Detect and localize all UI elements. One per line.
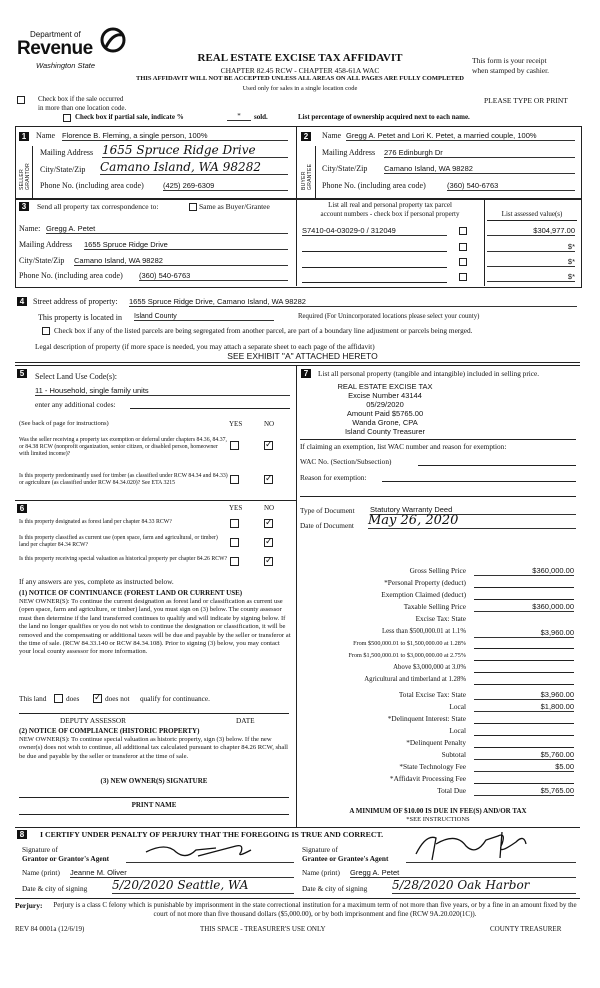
correspondence-label: Send all property tax correspondence to: xyxy=(37,202,159,211)
forest-q3-yes[interactable] xyxy=(230,557,239,566)
grantor-sig-label-2: Grantor or Grantor's Agent xyxy=(22,854,110,863)
corr-phone-label: Phone No. (including area code) xyxy=(19,271,123,280)
grantee-signature[interactable] xyxy=(406,830,576,863)
delinq-state-label: *Delinquent Interest: State xyxy=(387,714,466,723)
multi-location-label-1: Check box if the sale occurred xyxy=(38,95,124,103)
stamp-4: Amount Paid $5765.00 xyxy=(346,409,424,418)
parcel-3-personal-checkbox[interactable] xyxy=(459,258,467,266)
landuse-code[interactable]: 11 - Household, single family units xyxy=(35,386,290,396)
section-1-badge: 1 xyxy=(19,132,29,141)
seller-city[interactable]: Camano Island, WA 98282 xyxy=(100,160,288,175)
parcel-2-value[interactable]: $* xyxy=(487,242,575,252)
doc-date[interactable]: May 26, 2020 xyxy=(368,513,576,529)
forest-q3: Is this property receiving special valuation as historical property per chapter 84.26 RCW? xyxy=(19,556,228,562)
grantee-name[interactable]: Gregg A. Petet xyxy=(350,868,576,878)
located-label: This property is located in xyxy=(38,313,122,322)
please-type: PLEASE TYPE OR PRINT xyxy=(484,96,568,105)
doc-type-label: Type of Document xyxy=(300,506,355,515)
land-qualify-label: qualify for continuance. xyxy=(140,694,210,703)
list-percent-note: List percentage of ownership acquired next to each name. xyxy=(298,113,470,121)
stamp-5: Wanda Grone, CPA xyxy=(352,418,418,427)
section-2-badge: 2 xyxy=(301,132,311,141)
see-instructions: *SEE INSTRUCTIONS xyxy=(406,816,470,823)
landuse-no: NO xyxy=(264,420,275,428)
forest-q2: Is this property classified as current use (open space, farm and agricultural, or timber) land per chapter 84.34 RCW? xyxy=(19,535,218,548)
landuse-q1-no[interactable]: ✓ xyxy=(265,440,273,450)
perjury-label: Perjury: xyxy=(15,901,43,910)
landuse-additional: enter any additional codes: xyxy=(35,400,116,409)
parcels-header-1: List all real and personal property tax parcel xyxy=(328,201,452,209)
parcel-2-personal-checkbox[interactable] xyxy=(459,243,467,251)
forest-any-yes: If any answers are yes, complete as instructed below. xyxy=(19,577,174,586)
seller-mail[interactable]: 1655 Spruce Ridge Drive xyxy=(102,143,288,158)
receipt-note-2: when stamped by cashier. xyxy=(472,66,550,75)
landuse-label: Select Land Use Code(s): xyxy=(35,372,117,381)
landuse-see-back: (See back of page for instructions) xyxy=(19,420,109,427)
parcel-3-value[interactable]: $* xyxy=(487,257,575,267)
wac-field[interactable] xyxy=(418,465,576,466)
total-due-value[interactable]: $5,765.00 xyxy=(474,786,574,796)
grantee-date[interactable]: 5/28/2020 Oak Harbor xyxy=(392,878,576,894)
form-chapter: CHAPTER 82.45 RCW - CHAPTER 458-61A WAC xyxy=(220,66,380,75)
delinq-penalty-label: *Delinquent Penalty xyxy=(406,738,466,747)
subtotal-value[interactable]: $5,760.00 xyxy=(474,750,574,760)
grantor-signature[interactable] xyxy=(126,840,294,863)
form-warning: THIS AFFIDAVIT WILL NOT BE ACCEPTED UNLESS ALL AREAS ON ALL PAGES ARE FULLY COMPLETED xyxy=(136,75,464,82)
dept-label: Department of xyxy=(30,30,81,39)
segregated-checkbox[interactable] xyxy=(42,327,50,335)
seller-side-label: SELLER GRANTOR xyxy=(19,162,31,190)
landuse-q2-no[interactable]: ✓ xyxy=(265,474,273,484)
total-state-label: Total Excise Tax: State xyxy=(398,690,466,699)
same-as-buyer-label: Same as Buyer/Grantee xyxy=(199,202,270,211)
landuse-q2-yes[interactable] xyxy=(230,475,239,484)
doc-type[interactable]: Statutory Warranty Deed xyxy=(370,505,576,515)
grantor-sig-label-1: Signature of xyxy=(22,845,58,854)
forest-q3-no[interactable]: ✓ xyxy=(265,556,273,566)
buyer-phone[interactable]: (360) 540-6763 xyxy=(447,181,575,191)
partial-sale-value[interactable]: * xyxy=(227,112,251,121)
grantee-sig-label-1: Signature of xyxy=(302,845,338,854)
wac-label: WAC No. (Section/Subsection) xyxy=(300,457,392,466)
section-8-badge: 8 xyxy=(17,830,27,839)
seller-mail-label: Mailing Address xyxy=(40,148,94,157)
forest-no: NO xyxy=(264,504,275,512)
grantor-name[interactable]: Jeanne M. Oliver xyxy=(70,868,294,878)
parcels-header-2: account numbers - check box if personal property xyxy=(320,210,460,218)
exemption-reason-field[interactable] xyxy=(382,481,576,482)
stamp-6: Island County Treasurer xyxy=(344,427,426,436)
seller-name-label: Name xyxy=(36,131,56,140)
taxable-value[interactable]: $360,000.00 xyxy=(474,602,574,612)
land-does-label: does xyxy=(66,694,80,703)
tier1-label: Less than $500,000.01 at 1.1% xyxy=(381,628,466,635)
section-4-badge: 4 xyxy=(17,297,27,306)
local-value[interactable]: $1,800.00 xyxy=(474,702,574,712)
corr-city-label: City/State/Zip xyxy=(19,256,65,265)
state-label: Washington State xyxy=(36,61,96,70)
parcel-4-personal-checkbox[interactable] xyxy=(459,273,467,281)
street-address[interactable]: 1655 Spruce Ridge Drive, Camano Island, WA 98282 xyxy=(129,297,577,307)
segregated-label: Check box if any of the listed parcels are being segregated from another parcel, are part of a boundary line adjustment or parcels being merged. xyxy=(54,326,473,335)
forest-q2-no[interactable]: ✓ xyxy=(265,537,273,547)
notice2-title: (2) NOTICE OF COMPLIANCE (HISTORIC PROPERTY) xyxy=(19,727,200,735)
forest-q1: Is this property designated as forest land per chapter 84.33 RCW? xyxy=(19,519,172,525)
print-name-label: PRINT NAME xyxy=(131,801,177,809)
seller-phone[interactable]: (425) 269-6309 xyxy=(163,181,288,191)
exemption-deduct-label: Exemption Claimed (deduct) xyxy=(381,590,466,599)
total-state-value[interactable]: $3,960.00 xyxy=(474,690,574,700)
personal-deduct-label: *Personal Property (deduct) xyxy=(384,578,466,587)
exemption-reason-label: Reason for exemption: xyxy=(300,473,367,482)
personal-property-label: List all personal property (tangible and intangible) included in selling price. xyxy=(318,369,540,378)
certify-title: I CERTIFY UNDER PENALTY OF PERJURY THAT THE FOREGOING IS TRUE AND CORRECT. xyxy=(40,830,384,839)
corr-name[interactable]: Gregg A. Petet xyxy=(46,224,288,234)
tech-fee-value[interactable]: $5.00 xyxy=(474,762,574,772)
grantor-date[interactable]: 5/20/2020 Seattle, WA xyxy=(112,878,294,894)
grantor-name-label: Name (print) xyxy=(22,868,60,877)
doc-date-label: Date of Document xyxy=(300,521,354,530)
section-5-badge: 5 xyxy=(17,369,27,378)
land-does-checkbox[interactable] xyxy=(54,694,63,703)
parcel-1[interactable]: S7410-04-03029-0 / 312049 xyxy=(302,226,447,236)
corr-mail-label: Mailing Address xyxy=(19,240,73,249)
forest-q1-no[interactable]: ✓ xyxy=(265,518,273,528)
subtotal-label: Subtotal xyxy=(441,750,466,759)
local-label: Local xyxy=(449,702,466,711)
located-county[interactable]: Island County xyxy=(134,313,274,321)
land-does-not-label: does not xyxy=(105,694,130,703)
corr-mail[interactable]: 1655 Spruce Ridge Drive xyxy=(84,240,288,250)
receipt-note-1: This form is your receipt xyxy=(472,56,547,65)
grantee-name-label: Name (print) xyxy=(302,868,340,877)
parcel-1-value[interactable]: $304,977.00 xyxy=(487,226,575,236)
buyer-name-label: Name xyxy=(322,131,342,140)
forest-q1-yes[interactable] xyxy=(230,519,239,528)
partial-sold-label: sold. xyxy=(254,113,268,121)
located-required: Required (For Unincorporated locations please select your county) xyxy=(298,313,480,320)
same-as-buyer-checkbox[interactable] xyxy=(189,203,197,211)
form-title: REAL ESTATE EXCISE TAX AFFIDAVIT xyxy=(197,52,403,64)
deputy-date-label: DATE xyxy=(236,716,255,725)
parcels-value-header: List assessed value(s) xyxy=(501,210,563,218)
section-6-badge: 6 xyxy=(17,504,27,513)
corr-name-label: Name: xyxy=(19,224,41,233)
ag-label: Agricultural and timberland at 1.28% xyxy=(364,676,466,683)
notice1-text: NEW OWNER(S): To continue the current designation as forest land or classification as current use (open space, farm and agriculture, or timber) land, you must sign on (3) below. The county assessor must then determine if the land transferred continues to qualify and will indicate by signing below. If the land no longer qualifies or you do not wish to continue the designation or classification, it will be removed and the compensating or additional taxes will be due and payable by the seller or transferor at the time of sale. (RCW 84.33.140 or RCW 84.34.108). Prior to signing (3) below, you may contact your local county assessor for more information. xyxy=(19,598,291,656)
exemption-label: If claiming an exemption, list WAC number and reason for exemption: xyxy=(300,442,507,451)
buyer-mail[interactable]: 276 Edinburgh Dr xyxy=(384,148,575,158)
tier3-label: From $1,500,000.01 to $3,000,000.00 at 2.75% xyxy=(348,652,466,659)
notice2-text: NEW OWNER(S): To continue special valuation as historic property, sign (3) below. If the new owner(s) does not wish to continue, all additional tax calculated pursuant to chapter 84.26 RCW, shall be due and payable by the seller or transferor at the time of sale. xyxy=(19,736,288,760)
landuse-q1: Was the seller receiving a property tax exemption or deferral under chapters 84.36, 84.37, or 84.38 RCW (nonprofit organization, senior citizen, or disabled person, homeowner with limited income)? xyxy=(19,437,227,457)
tier1-value[interactable]: $3,960.00 xyxy=(474,628,574,638)
deputy-assessor-label: DEPUTY ASSESSOR xyxy=(60,716,127,725)
stamp-3: 05/29/2020 xyxy=(366,400,404,409)
legal-label: Legal description of property (if more space is needed, you may attach a separate sheet to each page of the affidavit) xyxy=(35,342,375,351)
multi-location-checkbox[interactable] xyxy=(17,96,25,104)
partial-sale-checkbox[interactable] xyxy=(63,114,71,122)
forest-q2-yes[interactable] xyxy=(230,538,239,547)
buyer-side-label: BUYER GRANTEE xyxy=(301,163,313,190)
multi-location-label-2: in more than one location code. xyxy=(38,104,127,112)
this-land-label: This land xyxy=(19,694,47,703)
tier4-label: Above $3,000,000 at 3.0% xyxy=(393,664,466,671)
stamp-1: REAL ESTATE EXCISE TAX xyxy=(337,382,433,391)
seller-name[interactable]: Florence B. Fleming, a single person, 100% xyxy=(62,131,288,141)
gross-value[interactable]: $360,000.00 xyxy=(474,566,574,576)
buyer-city[interactable]: Camano Island, WA 98282 xyxy=(384,164,575,174)
treasurer-space: THIS SPACE - TREASURER'S USE ONLY xyxy=(200,925,326,933)
county-treasurer: COUNTY TREASURER xyxy=(490,925,562,933)
tier2-label: From $500,000.01 to $1,500,000.00 at 1.28% xyxy=(353,640,466,647)
taxable-label: Taxable Selling Price xyxy=(403,602,466,611)
revenue-logo-text: Revenue xyxy=(17,38,93,59)
forest-yes: YES xyxy=(229,504,243,512)
form-used-only: Used only for sales in a single location code xyxy=(242,85,358,92)
notice1-title: (1) NOTICE OF CONTINUANCE (FOREST LAND OR CURRENT USE) xyxy=(19,589,243,597)
corr-city[interactable]: Camano Island, WA 98282 xyxy=(74,256,288,266)
grantee-date-label: Date & city of signing xyxy=(302,884,368,893)
landuse-q2: Is this property predominantly used for timber (as classified under RCW 84.34 and 84.33) or agriculture (as classified under RCW 84.34.020)? See ETA 3215 xyxy=(19,473,228,486)
land-does-not-checkbox[interactable]: ✓ xyxy=(94,693,102,703)
perjury-text: Perjury is a class C felony which is punishable by imprisonment in the state correctional institution for a maximum term of not more than five years, or by a fine in an amount fixed by the court of not more than five thousand dollars ($5,000.00), or by both imprisonment and fine (RCW 9A.20.020(1C)). xyxy=(53,901,577,918)
landuse-q1-yes[interactable] xyxy=(230,441,239,450)
buyer-mail-label: Mailing Address xyxy=(322,148,376,157)
buyer-city-label: City/State/Zip xyxy=(322,164,368,173)
parcel-4-value[interactable]: $* xyxy=(487,272,575,282)
landuse-yes: YES xyxy=(229,420,243,428)
revenue-logo-icon xyxy=(100,27,126,53)
seller-phone-label: Phone No. (including area code) xyxy=(40,181,144,190)
grantee-sig-label-2: Grantee or Grantee's Agent xyxy=(302,854,389,863)
street-label: Street address of property: xyxy=(33,297,118,306)
excise-state-label: Excise Tax: State xyxy=(415,614,466,623)
section-7-badge: 7 xyxy=(301,369,311,378)
tech-fee-label: *State Technology Fee xyxy=(399,762,466,771)
partial-sale-label: Check box if partial sale, indicate % xyxy=(75,113,184,121)
gross-label: Gross Selling Price xyxy=(409,566,466,575)
minimum-note: A MINIMUM OF $10.00 IS DUE IN FEE(S) AND/OR TAX xyxy=(349,807,527,815)
grantor-date-label: Date & city of signing xyxy=(22,884,88,893)
seller-city-label: City/State/Zip xyxy=(40,165,86,174)
rev-number: REV 84 0001a (12/6/19) xyxy=(15,925,85,933)
buyer-phone-label: Phone No. (including area code) xyxy=(322,181,426,190)
stamp-2: Excise Number 43144 xyxy=(348,391,422,400)
buyer-name[interactable]: Gregg A. Petet and Lori K. Petet, a married couple, 100% xyxy=(346,131,575,141)
delinq-local-label: Local xyxy=(449,726,466,735)
corr-phone[interactable]: (360) 540-6763 xyxy=(139,271,288,281)
section-3-badge: 3 xyxy=(19,202,29,211)
legal-description[interactable]: SEE EXHIBIT "A" ATTACHED HERETO xyxy=(227,351,378,361)
new-owner-sig-label: (3) NEW OWNER(S) SIGNATURE xyxy=(100,777,208,785)
total-due-label: Total Due xyxy=(437,786,466,795)
parcel-1-personal-checkbox[interactable] xyxy=(459,227,467,235)
affidavit-fee-label: *Affidavit Processing Fee xyxy=(389,774,466,783)
